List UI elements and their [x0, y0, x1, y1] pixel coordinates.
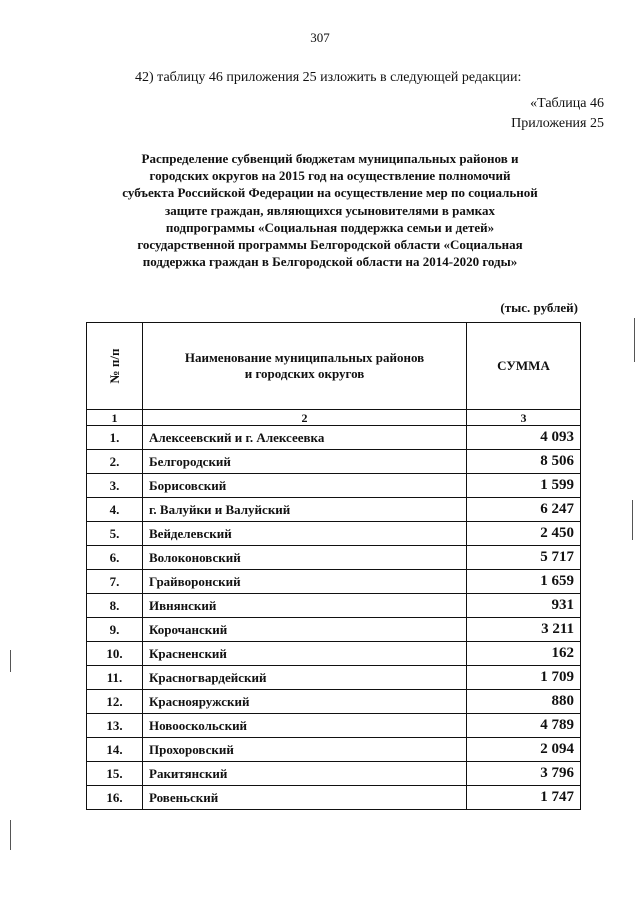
row-name: Белгородский — [143, 450, 467, 474]
row-number: 7. — [87, 570, 143, 594]
row-name: Прохоровский — [143, 738, 467, 762]
row-number: 1. — [87, 426, 143, 450]
table-row — [87, 618, 581, 642]
scan-mark — [634, 318, 635, 362]
row-value: 3 211 — [467, 618, 581, 642]
table-reference-line: «Таблица 46 — [530, 96, 604, 111]
scan-mark — [10, 650, 11, 672]
table-row — [87, 498, 581, 522]
row-name: Волоконовский — [143, 546, 467, 570]
row-number: 12. — [87, 690, 143, 714]
header-name: Наименование муниципальных районов и городских округов — [143, 323, 467, 410]
row-name: Корочанский — [143, 618, 467, 642]
row-number: 13. — [87, 714, 143, 738]
table-header-row — [87, 323, 581, 410]
table-row — [87, 426, 581, 450]
row-name: Ракитянский — [143, 762, 467, 786]
page-number: 307 — [310, 30, 330, 45]
row-number: 11. — [87, 666, 143, 690]
row-value: 2 450 — [467, 522, 581, 546]
row-value: 1 659 — [467, 570, 581, 594]
row-value: 4 093 — [467, 426, 581, 450]
table-row — [87, 450, 581, 474]
row-name: Красненский — [143, 642, 467, 666]
column-number: 3 — [467, 410, 581, 426]
row-name: Ровеньский — [143, 786, 467, 810]
row-value: 6 247 — [467, 498, 581, 522]
title-line: подпрограммы «Социальная поддержка семьи и детей» — [165, 219, 495, 235]
table-reference — [511, 94, 604, 134]
table-row — [87, 594, 581, 618]
column-number: 2 — [143, 410, 467, 426]
scan-mark — [10, 820, 11, 850]
header-sum: СУММА — [467, 323, 581, 410]
row-number: 9. — [87, 618, 143, 642]
title-line: городских округов на 2015 год на осуществление полномочий — [149, 168, 511, 184]
row-number: 5. — [87, 522, 143, 546]
table-row — [87, 738, 581, 762]
table-row — [87, 786, 581, 810]
intro-line: 42) таблицу 46 приложения 25 изложить в следующей редакции: — [135, 70, 522, 85]
title-line: Распределение субвенций бюджетам муниципальных районов и — [141, 151, 519, 166]
row-value: 8 506 — [467, 450, 581, 474]
table-row — [87, 474, 581, 498]
row-name: г. Валуйки и Валуйский — [143, 498, 467, 522]
row-name: Борисовский — [143, 474, 467, 498]
row-value: 1 599 — [467, 474, 581, 498]
row-name: Краснояружский — [143, 690, 467, 714]
row-name: Красногвардейский — [143, 666, 467, 690]
row-value: 2 094 — [467, 738, 581, 762]
row-number: 8. — [87, 594, 143, 618]
units-label: (тыс. рублей) — [500, 300, 578, 315]
title-line: государственной программы Белгородской области «Социальная — [137, 237, 523, 253]
document-title — [80, 150, 580, 270]
row-number: 10. — [87, 642, 143, 666]
row-number: 16. — [87, 786, 143, 810]
row-value: 1 709 — [467, 666, 581, 690]
table-row — [87, 570, 581, 594]
table-row — [87, 666, 581, 690]
table-row — [87, 714, 581, 738]
table-reference-line: Приложения 25 — [511, 116, 604, 131]
row-number: 4. — [87, 498, 143, 522]
row-value: 1 747 — [467, 786, 581, 810]
row-number: 15. — [87, 762, 143, 786]
row-value: 931 — [467, 594, 581, 618]
row-number: 3. — [87, 474, 143, 498]
row-number: 14. — [87, 738, 143, 762]
column-number-row — [87, 410, 581, 426]
scan-mark — [632, 500, 633, 540]
title-line: субъекта Российской Федерации на осуществление мер по социальной — [122, 185, 538, 201]
row-value: 4 789 — [467, 714, 581, 738]
row-name: Грайворонский — [143, 570, 467, 594]
row-value: 3 796 — [467, 762, 581, 786]
row-name: Вейделевский — [143, 522, 467, 546]
table-row — [87, 522, 581, 546]
table-row — [87, 690, 581, 714]
row-number: 6. — [87, 546, 143, 570]
row-number: 2. — [87, 450, 143, 474]
row-name: Ивнянский — [143, 594, 467, 618]
row-value: 5 717 — [467, 546, 581, 570]
column-number: 1 — [87, 410, 143, 426]
table-row — [87, 546, 581, 570]
title-line: защите граждан, являющихся усыновителями в рамках — [165, 202, 495, 218]
row-name: Новооскольский — [143, 714, 467, 738]
title-line: поддержка граждан в Белгородской области на 2014-2020 годы» — [142, 254, 518, 270]
subvention-table — [86, 322, 581, 810]
table-row — [87, 642, 581, 666]
table-row — [87, 762, 581, 786]
row-value: 162 — [467, 642, 581, 666]
row-name: Алексеевский и г. Алексеевка — [143, 426, 467, 450]
row-value: 880 — [467, 690, 581, 714]
header-number: № п/п — [87, 323, 143, 410]
